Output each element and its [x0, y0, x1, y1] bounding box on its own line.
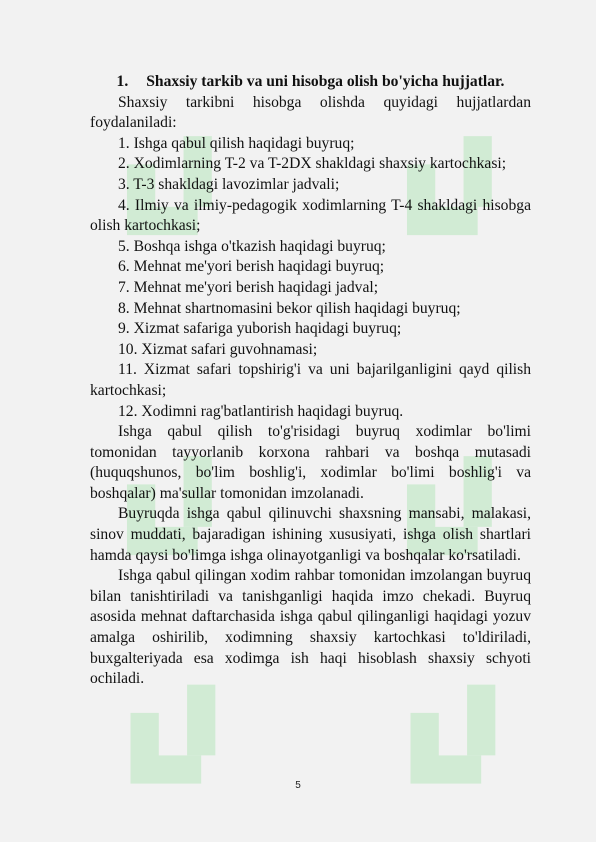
- section-title: Shaxsiy tarkib va uni hisobga olish bo'yicha hujjatlar.: [146, 73, 505, 90]
- section-number: 1.: [116, 73, 129, 90]
- paragraph-intro: Shaxsiy tarkibni hisobga olishda quyidagi hujjatlardan foydalaniladi:: [90, 93, 531, 132]
- section-heading: [90, 72, 531, 93]
- list-item: 12. Xodimni rag'batlantirish haqidagi buyruq.: [118, 402, 404, 420]
- paragraph-body: Buyruqda ishga qabul qilinuvchi shaxsning mansabi, malakasi, sinov muddati, bajaradigan ishining xususiyati, ishga olish shartlari hamda qaysi bo'limga ishga olinayotganligi va boshqalar ko'rsatiladi.: [90, 505, 531, 564]
- list-item: 7. Mehnat me'yori berish haqidagi jadval;: [118, 278, 379, 296]
- paragraph-body: Ishga qabul qilingan xodim rahbar tomonidan imzolangan buyruq bilan tanishtiriladi va tanishganligi haqida imzo chekadi. Buyruq asosida mehnat daftarchasida ishga qabul qilinganligi haqidagi yozuv amalga oshirilib, xodimning shaxsiy kartochkasi to'ldiriladi, buxgalteriyada esa xodimga ish haqi hisoblash shaxsiy schyoti ochiladi.: [90, 567, 531, 688]
- list-item: 3. T-3 shakldagi lavozimlar jadvali;: [118, 175, 340, 193]
- list-item: 6. Mehnat me'yori berish haqidagi buyruq;: [118, 258, 385, 276]
- list-item: 8. Mehnat shartnomasini bekor qilish haqidagi buyruq;: [118, 299, 461, 317]
- list-item: 9. Xizmat safariga yuborish haqidagi buyruq;: [118, 320, 402, 338]
- paragraph-body: Ishga qabul qilish to'g'risidagi buyruq xodimlar bo'limi tomonidan tayyorlanib korxona rahbari va boshqa mutasadi (huquqshunos, bo'lim boshlig'i, xodimlar bo'limi boshlig'i va boshqalar) ma'sullar tomonidan imzolanadi.: [90, 423, 531, 502]
- list-item: 5. Boshqa ishga o'tkazish haqidagi buyruq;: [118, 237, 386, 255]
- document-page: [90, 72, 531, 690]
- list-item: 11. Xizmat safari topshirig'i va uni bajarilganligini qayd qilish kartochkasi;: [90, 361, 531, 399]
- list-item: 10. Xizmat safari guvohnamasi;: [118, 340, 318, 358]
- list-item: 2. Xodimlarning T-2 va T-2DX shakldagi shaxsiy kartochkasi;: [118, 155, 507, 173]
- list-item: 4. Ilmiy va ilmiy-pedagogik xodimlarning T-4 shakldagi hisobga olish kartochkasi;: [90, 196, 531, 235]
- page-number: 5: [295, 780, 301, 791]
- list-item: 1. Ishga qabul qilish haqidagi buyruq;: [118, 134, 355, 152]
